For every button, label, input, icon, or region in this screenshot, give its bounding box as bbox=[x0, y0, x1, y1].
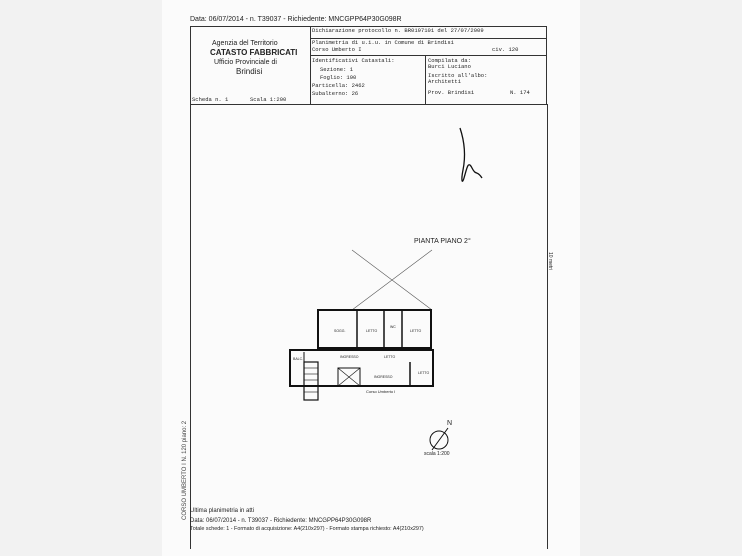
street-name: Corso Umberto I bbox=[366, 389, 396, 394]
register-number: N. 174 bbox=[510, 89, 530, 96]
room-label-8: INGRESSO bbox=[374, 375, 393, 379]
agency-line-1: Agenzia del Territorio bbox=[212, 40, 278, 47]
registered-in: Iscritto all'albo: bbox=[428, 72, 488, 79]
room-label-6: INGRESSO bbox=[340, 355, 359, 359]
sheet-number: Scheda n. 1 bbox=[192, 96, 229, 103]
footer-line-1: Data: 06/07/2014 - n. T39037 - Richiedente: MNCGPP64P30G098R bbox=[190, 518, 372, 524]
foglio: Foglio: 190 bbox=[320, 74, 357, 81]
agency-line-2: CATASTO FABBRICATI bbox=[210, 48, 298, 57]
floor-plan-drawing bbox=[162, 0, 580, 556]
agency-line-3: Ufficio Provinciale di bbox=[214, 59, 277, 66]
agency-city: Brindisi bbox=[236, 67, 263, 76]
room-label-7: LETTO bbox=[384, 355, 396, 359]
signature-mark bbox=[460, 128, 482, 181]
province: Prov. Brindisi bbox=[428, 89, 475, 96]
vertical-side-text: CORSO UMBERTO I N. 120 piano: 2 bbox=[182, 420, 188, 520]
room-label-5: BALC. bbox=[293, 357, 304, 361]
top-request-line: Data: 06/07/2014 - n. T39037 - Richiedente: MNCGPP64P30G098R bbox=[190, 16, 402, 23]
address: Corso Umberto I bbox=[312, 46, 362, 53]
room-label-9: LETTO bbox=[418, 371, 430, 375]
sezione: Sezione: 1 bbox=[320, 66, 354, 73]
footer-note: Ultima planimetria in atti bbox=[190, 508, 255, 514]
plan-scale: scala 1:200 bbox=[424, 451, 450, 457]
room-label-2: LETTO bbox=[366, 329, 378, 333]
room-label-4: LETTO bbox=[410, 329, 422, 333]
declaration: Dichiarazione protocollo n. BR0197101 del 27/07/2009 bbox=[312, 27, 484, 34]
cadastral-document bbox=[162, 0, 580, 556]
cadastral-ids-title: Identificativi Catastali: bbox=[312, 57, 395, 64]
subalterno: Subalterno: 26 bbox=[312, 90, 359, 97]
particella: Particella: 2462 bbox=[312, 82, 365, 89]
room-label-3: WC bbox=[390, 325, 396, 329]
compiler-name: Burci Luciano bbox=[428, 63, 471, 70]
civic-number: civ. 120 bbox=[492, 46, 519, 53]
north-label: N bbox=[447, 420, 453, 427]
sheet-scale: Scala 1:200 bbox=[250, 96, 287, 103]
footer-line-2: Totale schede: 1 - Formato di acquisizione: A4(210x297) - Formato stampa richiesto: A4(210x297) bbox=[190, 526, 424, 532]
compiled-by: Compilata da: bbox=[428, 57, 471, 64]
room-label-1: SOGG. bbox=[334, 329, 346, 333]
professional-register: Architetti bbox=[428, 78, 462, 85]
height-label: 10 metri bbox=[547, 252, 553, 271]
plan-title: PIANTA PIANO 2° bbox=[414, 238, 471, 245]
plan-of: Planimetria di u.i.u. in Comune di Brindisi bbox=[312, 39, 454, 46]
